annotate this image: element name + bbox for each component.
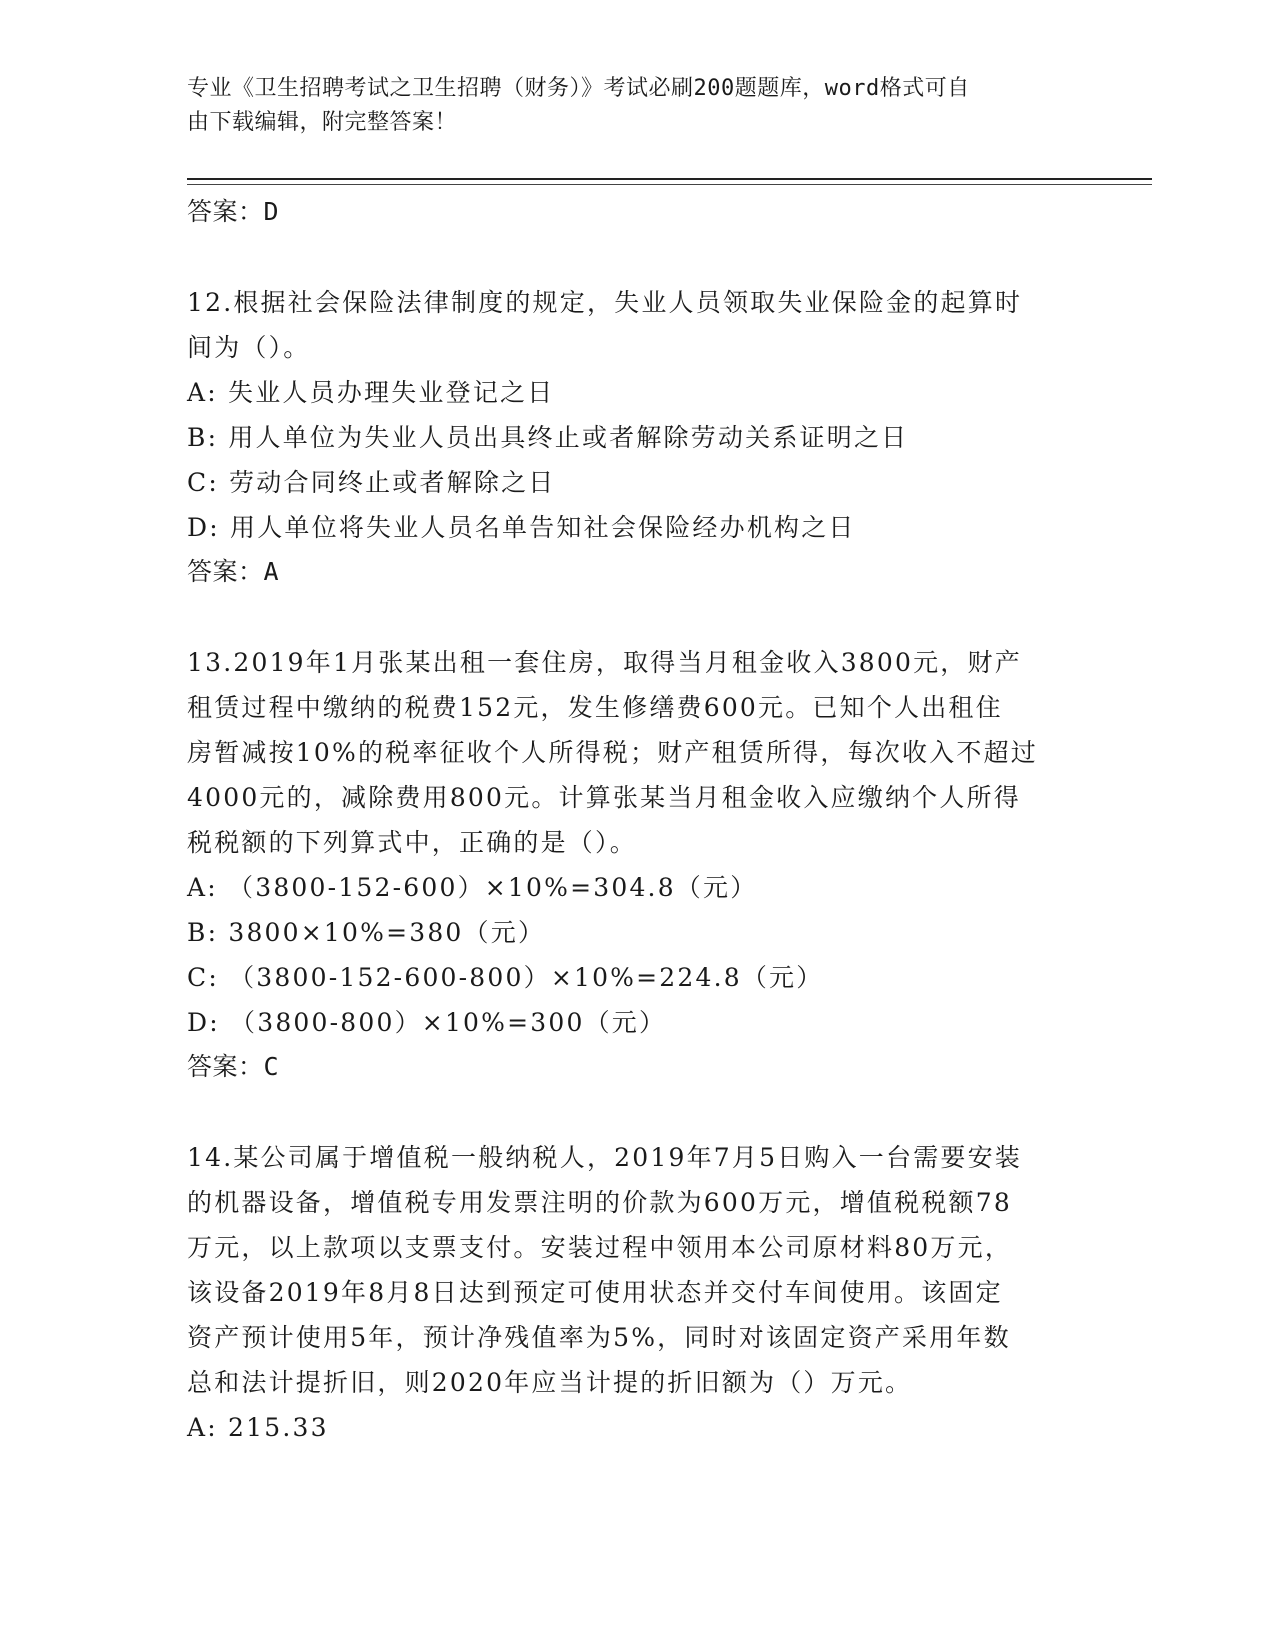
option-a: A: 失业人员办理失业登记之日: [187, 378, 555, 407]
header-divider-thin: [187, 184, 1152, 185]
header-line-2: 由下载编辑，附完整答案！: [187, 110, 458, 135]
header-line-1: 专业《卫生招聘考试之卫生招聘（财务）》考试必刷200题题库，word格式可自: [187, 76, 970, 101]
option-b: B: 3800×10%=380（元）: [187, 918, 546, 947]
question-text-line: 税税额的下列算式中，正确的是（）。: [187, 828, 637, 857]
question-text-line: 的机器设备，增值税专用发票注明的价款为600万元，增值税税额78: [187, 1188, 1012, 1217]
question-text-line: 万元，以上款项以支票支付。安装过程中领用本公司原材料80万元，: [187, 1233, 1013, 1262]
option-c: C: 劳动合同终止或者解除之日: [187, 468, 556, 497]
option-c: C: （3800-152-600-800）×10%=224.8（元）: [187, 963, 824, 992]
answer-q13: 答案：C: [187, 1052, 280, 1081]
page-header: [187, 72, 1067, 140]
option-d: D: 用人单位将失业人员名单告知社会保险经办机构之日: [187, 513, 856, 542]
option-d: D: （3800-800）×10%=300（元）: [187, 1008, 667, 1037]
option-a: A: （3800-152-600）×10%=304.8（元）: [187, 873, 758, 902]
question-12: [187, 280, 1087, 594]
question-text-line: 房暂减按10%的税率征收个人所得税；财产租赁所得，每次收入不超过: [187, 738, 1038, 767]
answer-q11: 答案：D: [187, 197, 280, 226]
question-text-line: 4000元的，减除费用800元。计算张某当月租金收入应缴纳个人所得: [187, 783, 1021, 812]
spacer: [187, 234, 1087, 280]
question-14: [187, 1135, 1087, 1450]
question-text-line: 14.某公司属于增值税一般纳税人，2019年7月5日购入一台需要安装: [187, 1143, 1022, 1172]
question-13: [187, 640, 1087, 1089]
spacer: [187, 594, 1087, 640]
option-b: B: 用人单位为失业人员出具终止或者解除劳动关系证明之日: [187, 423, 909, 452]
header-divider-thick: [187, 178, 1152, 180]
option-a: A: 215.33: [187, 1413, 329, 1442]
document-body: [187, 190, 1087, 1450]
spacer: [187, 1089, 1087, 1135]
question-text-line: 总和法计提折旧，则2020年应当计提的折旧额为（）万元。: [187, 1368, 913, 1397]
question-text-line: 该设备2019年8月8日达到预定可使用状态并交付车间使用。该固定: [187, 1278, 1003, 1307]
answer-q12: 答案：A: [187, 557, 280, 586]
question-text-line: 12.根据社会保险法律制度的规定，失业人员领取失业保险金的起算时: [187, 288, 1023, 317]
question-text-line: 资产预计使用5年，预计净残值率为5%，同时对该固定资产采用年数: [187, 1323, 1011, 1352]
question-text-line: 13.2019年1月张某出租一套住房，取得当月租金收入3800元，财产: [187, 648, 1022, 677]
question-text-line: 租赁过程中缴纳的税费152元，发生修缮费600元。已知个人出租住: [187, 693, 1003, 722]
question-text-line: 间为（）。: [187, 333, 311, 362]
